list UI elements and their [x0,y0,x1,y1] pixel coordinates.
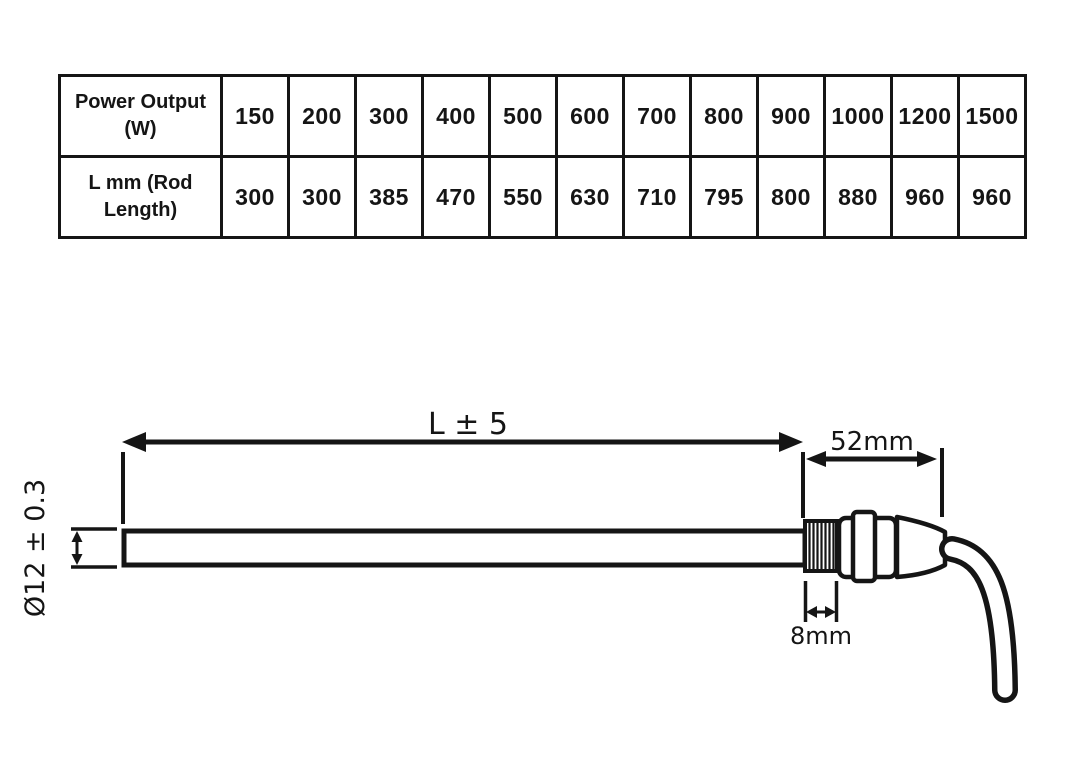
length-value: 960 [892,157,959,238]
connector-length-dimension [806,427,942,517]
threaded-section [805,521,837,571]
arrow-right-icon [779,432,803,452]
diameter-label: Ø12 ± 0.3 [20,478,51,618]
length-value: 880 [825,157,892,238]
power-value: 600 [557,76,624,157]
table-row-power [60,76,1026,157]
rod-body [124,531,805,565]
length-value: 550 [490,157,557,238]
length-value: 960 [959,157,1026,238]
length-value: 385 [356,157,423,238]
power-length-table [58,74,1027,239]
arrow-right-icon [917,451,937,467]
power-value: 400 [423,76,490,157]
arrow-up-icon [72,531,83,542]
power-value: 1500 [959,76,1026,157]
connector-nut-rib [853,512,875,581]
arrow-left-icon [806,606,817,618]
rod-length-label: L ± 5 [427,407,509,442]
thread-length-label: 8mm [789,622,853,650]
row-header-power: Power Output (W) [60,76,222,157]
diameter-dimension [20,479,117,617]
power-value: 200 [289,76,356,157]
arrow-down-icon [72,554,83,565]
power-value: 300 [356,76,423,157]
table-row-length [60,157,1026,238]
power-value: 1200 [892,76,959,157]
length-value: 300 [289,157,356,238]
row-header-length: L mm (Rod Length) [60,157,222,238]
power-value: 500 [490,76,557,157]
length-value: 300 [222,157,289,238]
length-value: 795 [691,157,758,238]
strain-relief-cone [897,517,945,577]
length-value: 710 [624,157,691,238]
arrow-left-icon [122,432,146,452]
length-value: 630 [557,157,624,238]
arrow-left-icon [806,451,826,467]
power-value: 800 [691,76,758,157]
arrow-right-icon [825,606,836,618]
thread-length-dimension [790,581,852,650]
power-value: 150 [222,76,289,157]
rod-technical-drawing [0,380,1080,764]
power-value: 900 [758,76,825,157]
rod-length-dimension [122,407,803,524]
connector-length-label: 52mm [830,427,914,457]
length-value: 800 [758,157,825,238]
power-value: 700 [624,76,691,157]
length-value: 470 [423,157,490,238]
power-value: 1000 [825,76,892,157]
